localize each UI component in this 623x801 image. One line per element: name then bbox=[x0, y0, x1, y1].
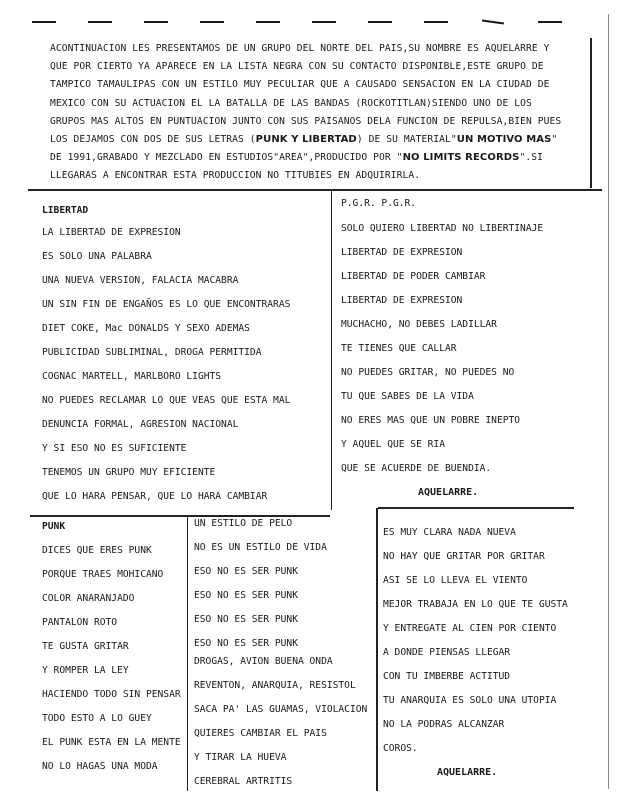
punk-title: PUNK bbox=[42, 521, 66, 532]
pgr-signature: AQUELARRE. bbox=[418, 487, 479, 498]
right-border-line bbox=[608, 14, 609, 789]
section-divider-left bbox=[30, 515, 330, 517]
lyric-line: Y TIRAR LA HUEVA bbox=[194, 752, 287, 763]
lyric-line: DIET COKE, Mac DONALDS Y SEXO ADEMAS bbox=[42, 323, 250, 334]
lyric-line: REVENTON, ANARQUIA, RESISTOL bbox=[194, 680, 356, 691]
intro-bold-song-titles: PUNK Y LIBERTAD bbox=[255, 134, 357, 146]
lyric-line: ASI SE LO LLEVA EL VIENTO bbox=[383, 575, 528, 586]
libertad-lyrics bbox=[42, 205, 332, 505]
lyric-line: EL PUNK ESTA EN LA MENTE bbox=[42, 737, 181, 748]
punk-lyrics-part2 bbox=[194, 518, 374, 790]
lyric-line: DENUNCIA FORMAL, AGRESION NACIONAL bbox=[42, 419, 239, 430]
lyric-line: NO LO HAGAS UNA MODA bbox=[42, 761, 158, 772]
lyric-line: MEJOR TRABAJA EN LO QUE TE GUSTA bbox=[383, 599, 568, 610]
lyric-line: COROS. bbox=[383, 743, 418, 754]
lyric-line: TU QUE SABES DE LA VIDA bbox=[341, 391, 474, 402]
section-divider-right bbox=[378, 507, 574, 509]
lyric-line: UN ESTILO DE PELO bbox=[194, 518, 293, 529]
pgr-title: P.G.R. P.G.R. bbox=[341, 198, 417, 209]
lyric-line: QUE LO HARA PENSAR, QUE LO HARA CAMBIAR bbox=[42, 491, 268, 502]
lyric-line: COLOR ANARANJADO bbox=[42, 593, 135, 604]
lyric-line: MUCHACHO, NO DEBES LADILLAR bbox=[341, 319, 497, 330]
lyric-line: NO ES UN ESTILO DE VIDA bbox=[194, 542, 327, 553]
lyric-line: CON TU IMBERBE ACTITUD bbox=[383, 671, 511, 682]
intro-divider bbox=[28, 189, 602, 191]
lyric-line: LA LIBERTAD DE EXPRESION bbox=[42, 227, 181, 238]
lyric-line: TE TIENES QUE CALLAR bbox=[341, 343, 457, 354]
lyric-line: NO PUEDES GRITAR, NO PUEDES NO bbox=[341, 367, 515, 378]
lyric-line: QUE SE ACUERDE DE BUENDIA. bbox=[341, 463, 492, 474]
lyric-line: DROGAS, AVION BUENA ONDA bbox=[194, 656, 333, 667]
punk-signature: AQUELARRE. bbox=[437, 767, 498, 778]
lyric-line: TE GUSTA GRITAR bbox=[42, 641, 129, 652]
lyric-line: CEREBRAL ARTRITIS bbox=[194, 776, 293, 787]
lyric-line: ESO NO ES SER PUNK bbox=[194, 566, 298, 577]
lyric-line: LIBERTAD DE EXPRESION bbox=[341, 295, 463, 306]
lyric-line: ES MUY CLARA NADA NUEVA bbox=[383, 527, 516, 538]
lyric-line: ESO NO ES SER PUNK bbox=[194, 614, 298, 625]
lyric-line: SACA PA' LAS GUAMAS, VIOLACION bbox=[194, 704, 368, 715]
lyric-line: UN SIN FIN DE ENGAÑOS ES LO QUE ENCONTRARAS bbox=[42, 299, 291, 310]
lyric-line: Y AQUEL QUE SE RIA bbox=[341, 439, 445, 450]
lyric-line: QUIERES CAMBIAR EL PAIS bbox=[194, 728, 327, 739]
lyric-line: UNA NUEVA VERSION, FALACIA MACABRA bbox=[42, 275, 239, 286]
lyric-line: COGNAC MARTELL, MARLBORO LIGHTS bbox=[42, 371, 222, 382]
lyric-line: PUBLICIDAD SUBLIMINAL, DROGA PERMITIDA bbox=[42, 347, 262, 358]
libertad-title: LIBERTAD bbox=[42, 205, 89, 216]
lower-column-divider-1 bbox=[187, 516, 188, 791]
lyric-line: Y SI ESO NO ES SUFICIENTE bbox=[42, 443, 187, 454]
lyric-line: HACIENDO TODO SIN PENSAR bbox=[42, 689, 181, 700]
lyric-line: TODO ESTO A LO GUEY bbox=[42, 713, 152, 724]
intro-bold-label: NO LIMITS RECORDS bbox=[402, 152, 520, 164]
lyric-line: Y ROMPER LA LEY bbox=[42, 665, 129, 676]
lyric-line: NO ERES MAS QUE UN POBRE INEPTO bbox=[341, 415, 521, 426]
intro-right-line bbox=[590, 38, 592, 188]
lyric-line: NO LA PODRAS ALCANZAR bbox=[383, 719, 505, 730]
lyric-line: DICES QUE ERES PUNK bbox=[42, 545, 152, 556]
punk-lyrics-part3 bbox=[383, 527, 603, 757]
lower-column-divider-2 bbox=[376, 508, 378, 791]
lyric-line: ESO NO ES SER PUNK bbox=[194, 638, 298, 649]
lyric-line: SOLO QUIERO LIBERTAD NO LIBERTINAJE bbox=[341, 223, 544, 234]
punk-lyrics-part1 bbox=[42, 521, 187, 781]
lyric-line: LIBERTAD DE EXPRESION bbox=[341, 247, 463, 258]
lyric-line: TENEMOS UN GRUPO MUY EFICIENTE bbox=[42, 467, 216, 478]
lyric-line: NO PUEDES RECLAMAR LO QUE VEAS QUE ESTA MAL bbox=[42, 395, 291, 406]
pgr-lyrics bbox=[341, 198, 601, 503]
lyric-line: ES SOLO UNA PALABRA bbox=[42, 251, 152, 262]
lyric-line: Y ENTREGATE AL CIEN POR CIENTO bbox=[383, 623, 557, 634]
lyric-line: TU ANARQUIA ES SOLO UNA UTOPIA bbox=[383, 695, 557, 706]
intro-paragraph: ACONTINUACION LES PRESENTAMOS DE UN GRUPO DEL NORTE DEL PAIS,SU NOMBRE ES AQUELARRE Y QUE POR CIERTO YA APARECE EN LA LISTA NEGRA CON SU CONTACTO DISPONIBLE,ESTE GRUPO DE TAMPICO TAMAULIPAS CON UN ESTILO MUY PECULIAR QUE A CAUSADO SENSACION EN LA CIUDAD DE MEXICO CON SU ACTUACION EL LA BATALLA DE LAS BANDAS (ROCKOTITLAN)SIENDO UNO DE LOS GRUPOS MAS ALTOS EN PUNTUACION JUNTO CON SUS PAISANOS DELA FUNCION DE REPULSA,BIEN PUES LOS DEJAMOS CON DOS DE SUS LETRAS (PUNK Y LIBERTAD) DE SU MATERIAL"UN MOTIVO MAS" DE 1991,GRABADO Y MEZCLADO EN ESTUDIOS"AREA",PRODUCIDO POR "NO LIMITS RECORDS".SI LLEGARAS A ENCONTRAR ESTA PRODUCCION NO TITUBIES EN ADQUIRIRLA. bbox=[50, 43, 562, 182]
upper-column-divider bbox=[331, 190, 332, 510]
intro-bold-album: UN MOTIVO MAS bbox=[456, 134, 552, 146]
lyric-line: ESO NO ES SER PUNK bbox=[194, 590, 298, 601]
lyric-line: PORQUE TRAES MOHICANO bbox=[42, 569, 164, 580]
lyric-line: LIBERTAD DE PODER CAMBIAR bbox=[341, 271, 486, 282]
lyric-line: A DONDE PIENSAS LLEGAR bbox=[383, 647, 511, 658]
lyric-line: NO HAY QUE GRITAR POR GRITAR bbox=[383, 551, 545, 562]
lyric-line: PANTALON ROTO bbox=[42, 617, 118, 628]
